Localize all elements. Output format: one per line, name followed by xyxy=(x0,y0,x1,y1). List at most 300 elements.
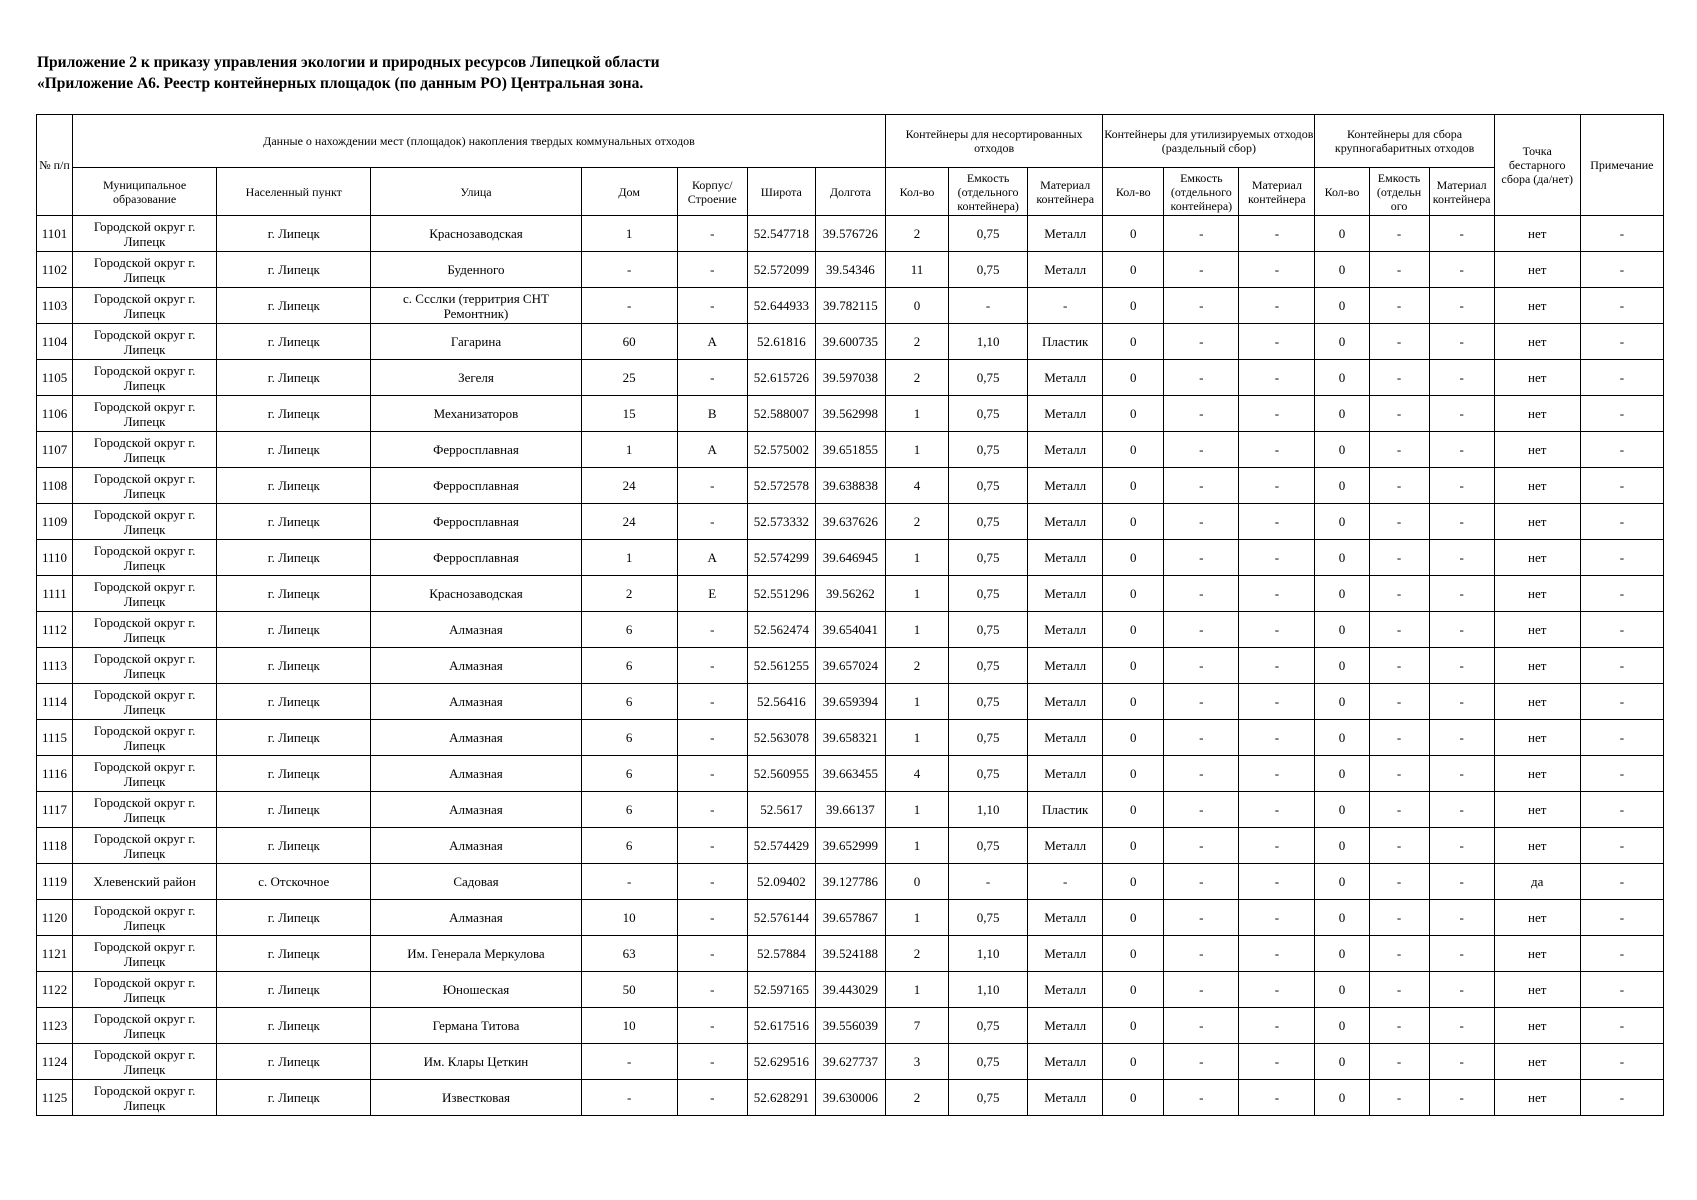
cell-unsorted-capacity: 0,75 xyxy=(949,216,1028,252)
cell-row-num: 1124 xyxy=(37,1044,73,1080)
cell-recyclable-count: 0 xyxy=(1103,576,1164,612)
cell-note: - xyxy=(1580,360,1663,396)
cell-unsorted-material: - xyxy=(1028,864,1103,900)
cell-street: Зегеля xyxy=(371,360,581,396)
cell-note: - xyxy=(1580,252,1663,288)
cell-unsorted-capacity: 0,75 xyxy=(949,756,1028,792)
cell-lat: 52.597165 xyxy=(747,972,815,1008)
cell-bulky-material: - xyxy=(1429,1044,1494,1080)
cell-bulky-capacity: - xyxy=(1369,468,1429,504)
cell-recyclable-count: 0 xyxy=(1103,720,1164,756)
cell-building: - xyxy=(677,612,747,648)
cell-note: - xyxy=(1580,468,1663,504)
cell-unsorted-count: 4 xyxy=(885,468,948,504)
header-lat: Широта xyxy=(747,168,815,216)
cell-lat: 52.644933 xyxy=(747,288,815,324)
cell-bulky-count: 0 xyxy=(1315,936,1369,972)
header-recyclable-group: Контейнеры для утилизируемых отходов (раздельный сбор) xyxy=(1103,115,1315,168)
cell-settlement: г. Липецк xyxy=(217,936,371,972)
cell-unsorted-material: Металл xyxy=(1028,648,1103,684)
header-building: Корпус/ Строение xyxy=(677,168,747,216)
cell-street: Краснозаводская xyxy=(371,576,581,612)
cell-lon: 39.782115 xyxy=(815,288,885,324)
cell-settlement: г. Липецк xyxy=(217,972,371,1008)
table-row xyxy=(37,648,1664,684)
cell-building: - xyxy=(677,792,747,828)
cell-settlement: г. Липецк xyxy=(217,1080,371,1116)
cell-note: - xyxy=(1580,900,1663,936)
cell-bulky-count: 0 xyxy=(1315,828,1369,864)
cell-bulky-material: - xyxy=(1429,252,1494,288)
cell-settlement: г. Липецк xyxy=(217,504,371,540)
table-row xyxy=(37,504,1664,540)
cell-bulky-capacity: - xyxy=(1369,792,1429,828)
cell-recyclable-capacity: - xyxy=(1164,864,1239,900)
cell-municipality: Городской округ г. Липецк xyxy=(73,792,217,828)
cell-recyclable-material: - xyxy=(1239,324,1315,360)
cell-building: - xyxy=(677,216,747,252)
cell-row-num: 1108 xyxy=(37,468,73,504)
cell-building: - xyxy=(677,1080,747,1116)
cell-row-num: 1102 xyxy=(37,252,73,288)
cell-lon: 39.56262 xyxy=(815,576,885,612)
cell-settlement: г. Липецк xyxy=(217,720,371,756)
cell-bulky-capacity: - xyxy=(1369,1044,1429,1080)
cell-bagless: нет xyxy=(1494,900,1580,936)
cell-bagless: нет xyxy=(1494,684,1580,720)
cell-recyclable-count: 0 xyxy=(1103,828,1164,864)
cell-municipality: Городской округ г. Липецк xyxy=(73,648,217,684)
cell-unsorted-count: 4 xyxy=(885,756,948,792)
cell-recyclable-capacity: - xyxy=(1164,396,1239,432)
cell-building: - xyxy=(677,252,747,288)
cell-recyclable-count: 0 xyxy=(1103,1008,1164,1044)
cell-lon: 39.127786 xyxy=(815,864,885,900)
cell-recyclable-count: 0 xyxy=(1103,396,1164,432)
cell-bulky-material: - xyxy=(1429,648,1494,684)
cell-bulky-material: - xyxy=(1429,360,1494,396)
cell-settlement: г. Липецк xyxy=(217,828,371,864)
cell-recyclable-count: 0 xyxy=(1103,1080,1164,1116)
cell-building: - xyxy=(677,936,747,972)
table-row xyxy=(37,756,1664,792)
cell-bulky-material: - xyxy=(1429,504,1494,540)
cell-bulky-capacity: - xyxy=(1369,216,1429,252)
cell-recyclable-capacity: - xyxy=(1164,936,1239,972)
cell-unsorted-capacity: 0,75 xyxy=(949,396,1028,432)
cell-row-num: 1109 xyxy=(37,504,73,540)
cell-municipality: Городской округ г. Липецк xyxy=(73,972,217,1008)
cell-bulky-capacity: - xyxy=(1369,756,1429,792)
cell-bulky-count: 0 xyxy=(1315,720,1369,756)
cell-row-num: 1105 xyxy=(37,360,73,396)
cell-row-num: 1123 xyxy=(37,1008,73,1044)
cell-lon: 39.556039 xyxy=(815,1008,885,1044)
cell-settlement: г. Липецк xyxy=(217,432,371,468)
cell-bulky-capacity: - xyxy=(1369,1008,1429,1044)
cell-bagless: нет xyxy=(1494,612,1580,648)
cell-municipality: Городской округ г. Липецк xyxy=(73,1008,217,1044)
cell-recyclable-capacity: - xyxy=(1164,1080,1239,1116)
cell-bulky-count: 0 xyxy=(1315,216,1369,252)
cell-row-num: 1106 xyxy=(37,396,73,432)
header-recyclable-capacity: Емкость (отдельного контейнера) xyxy=(1164,168,1239,216)
cell-bagless: нет xyxy=(1494,972,1580,1008)
cell-bulky-material: - xyxy=(1429,216,1494,252)
cell-municipality: Городской округ г. Липецк xyxy=(73,288,217,324)
cell-bulky-material: - xyxy=(1429,864,1494,900)
cell-recyclable-capacity: - xyxy=(1164,720,1239,756)
table-row xyxy=(37,576,1664,612)
cell-lat: 52.574299 xyxy=(747,540,815,576)
cell-recyclable-material: - xyxy=(1239,828,1315,864)
cell-bulky-count: 0 xyxy=(1315,648,1369,684)
cell-bulky-count: 0 xyxy=(1315,684,1369,720)
cell-municipality: Городской округ г. Липецк xyxy=(73,432,217,468)
cell-unsorted-capacity: 0,75 xyxy=(949,432,1028,468)
cell-street: Ферросплавная xyxy=(371,432,581,468)
cell-house: - xyxy=(581,288,677,324)
cell-note: - xyxy=(1580,864,1663,900)
cell-recyclable-count: 0 xyxy=(1103,756,1164,792)
cell-municipality: Городской округ г. Липецк xyxy=(73,936,217,972)
cell-row-num: 1112 xyxy=(37,612,73,648)
table-row xyxy=(37,288,1664,324)
cell-lat: 52.629516 xyxy=(747,1044,815,1080)
cell-unsorted-count: 1 xyxy=(885,540,948,576)
cell-bulky-material: - xyxy=(1429,792,1494,828)
cell-unsorted-material: Пластик xyxy=(1028,792,1103,828)
cell-municipality: Городской округ г. Липецк xyxy=(73,396,217,432)
cell-lat: 52.547718 xyxy=(747,216,815,252)
cell-bagless: нет xyxy=(1494,792,1580,828)
cell-unsorted-count: 1 xyxy=(885,828,948,864)
cell-unsorted-count: 2 xyxy=(885,648,948,684)
cell-bagless: нет xyxy=(1494,1008,1580,1044)
table-row xyxy=(37,216,1664,252)
table-row xyxy=(37,792,1664,828)
cell-street: Алмазная xyxy=(371,792,581,828)
cell-row-num: 1104 xyxy=(37,324,73,360)
cell-note: - xyxy=(1580,648,1663,684)
cell-settlement: с. Отскочное xyxy=(217,864,371,900)
cell-lat: 52.574429 xyxy=(747,828,815,864)
cell-recyclable-capacity: - xyxy=(1164,1008,1239,1044)
cell-bulky-count: 0 xyxy=(1315,540,1369,576)
cell-municipality: Городской округ г. Липецк xyxy=(73,900,217,936)
cell-settlement: г. Липецк xyxy=(217,540,371,576)
cell-lon: 39.524188 xyxy=(815,936,885,972)
cell-note: - xyxy=(1580,216,1663,252)
cell-lat: 52.551296 xyxy=(747,576,815,612)
cell-unsorted-capacity: 1,10 xyxy=(949,792,1028,828)
cell-bulky-count: 0 xyxy=(1315,252,1369,288)
cell-recyclable-capacity: - xyxy=(1164,324,1239,360)
cell-note: - xyxy=(1580,792,1663,828)
cell-municipality: Городской округ г. Липецк xyxy=(73,828,217,864)
cell-recyclable-count: 0 xyxy=(1103,612,1164,648)
cell-municipality: Городской округ г. Липецк xyxy=(73,1044,217,1080)
cell-settlement: г. Липецк xyxy=(217,756,371,792)
cell-bulky-capacity: - xyxy=(1369,720,1429,756)
header-unsorted-group: Контейнеры для несортированных отходов xyxy=(885,115,1102,168)
cell-row-num: 1115 xyxy=(37,720,73,756)
cell-municipality: Городской округ г. Липецк xyxy=(73,216,217,252)
cell-recyclable-material: - xyxy=(1239,1044,1315,1080)
cell-bulky-material: - xyxy=(1429,720,1494,756)
cell-unsorted-count: 1 xyxy=(885,792,948,828)
cell-row-num: 1103 xyxy=(37,288,73,324)
cell-unsorted-capacity: 1,10 xyxy=(949,972,1028,1008)
cell-house: 6 xyxy=(581,720,677,756)
cell-bulky-capacity: - xyxy=(1369,900,1429,936)
cell-recyclable-material: - xyxy=(1239,612,1315,648)
cell-lat: 52.561255 xyxy=(747,648,815,684)
cell-house: 2 xyxy=(581,576,677,612)
cell-note: - xyxy=(1580,972,1663,1008)
cell-lat: 52.560955 xyxy=(747,756,815,792)
cell-recyclable-capacity: - xyxy=(1164,216,1239,252)
cell-unsorted-capacity: 1,10 xyxy=(949,324,1028,360)
cell-unsorted-material: Металл xyxy=(1028,252,1103,288)
cell-house: 24 xyxy=(581,504,677,540)
cell-bulky-capacity: - xyxy=(1369,864,1429,900)
cell-bulky-count: 0 xyxy=(1315,288,1369,324)
cell-row-num: 1110 xyxy=(37,540,73,576)
cell-unsorted-material: Металл xyxy=(1028,360,1103,396)
cell-unsorted-capacity: 1,10 xyxy=(949,936,1028,972)
cell-building: - xyxy=(677,864,747,900)
cell-recyclable-material: - xyxy=(1239,972,1315,1008)
cell-recyclable-count: 0 xyxy=(1103,252,1164,288)
cell-lat: 52.576144 xyxy=(747,900,815,936)
cell-unsorted-count: 0 xyxy=(885,288,948,324)
cell-bulky-material: - xyxy=(1429,324,1494,360)
cell-note: - xyxy=(1580,432,1663,468)
cell-bulky-capacity: - xyxy=(1369,288,1429,324)
cell-building: - xyxy=(677,1044,747,1080)
cell-note: - xyxy=(1580,936,1663,972)
cell-bagless: нет xyxy=(1494,432,1580,468)
cell-unsorted-capacity: 0,75 xyxy=(949,1044,1028,1080)
cell-lat: 52.572578 xyxy=(747,468,815,504)
cell-municipality: Городской округ г. Липецк xyxy=(73,684,217,720)
cell-recyclable-count: 0 xyxy=(1103,792,1164,828)
cell-recyclable-material: - xyxy=(1239,756,1315,792)
cell-recyclable-count: 0 xyxy=(1103,504,1164,540)
container-sites-registry-table xyxy=(36,114,1664,1116)
cell-house: 24 xyxy=(581,468,677,504)
cell-bagless: да xyxy=(1494,864,1580,900)
cell-house: - xyxy=(581,1044,677,1080)
cell-house: 50 xyxy=(581,972,677,1008)
cell-lon: 39.630006 xyxy=(815,1080,885,1116)
cell-bulky-count: 0 xyxy=(1315,900,1369,936)
header-unsorted-material: Материал контейнера xyxy=(1028,168,1103,216)
cell-street: с. Ссслки (территрия СНТ Ремонтник) xyxy=(371,288,581,324)
cell-settlement: г. Липецк xyxy=(217,252,371,288)
cell-lon: 39.651855 xyxy=(815,432,885,468)
cell-bulky-count: 0 xyxy=(1315,324,1369,360)
cell-note: - xyxy=(1580,1008,1663,1044)
cell-unsorted-capacity: - xyxy=(949,288,1028,324)
cell-bulky-count: 0 xyxy=(1315,576,1369,612)
header-settlement: Населенный пункт xyxy=(217,168,371,216)
cell-bulky-capacity: - xyxy=(1369,504,1429,540)
cell-note: - xyxy=(1580,720,1663,756)
cell-note: - xyxy=(1580,288,1663,324)
cell-unsorted-count: 2 xyxy=(885,1080,948,1116)
cell-house: 6 xyxy=(581,684,677,720)
cell-recyclable-count: 0 xyxy=(1103,432,1164,468)
cell-house: - xyxy=(581,864,677,900)
cell-building: - xyxy=(677,360,747,396)
cell-recyclable-capacity: - xyxy=(1164,468,1239,504)
cell-bagless: нет xyxy=(1494,360,1580,396)
cell-recyclable-material: - xyxy=(1239,936,1315,972)
cell-row-num: 1114 xyxy=(37,684,73,720)
cell-row-num: 1125 xyxy=(37,1080,73,1116)
cell-unsorted-material: - xyxy=(1028,288,1103,324)
cell-lat: 52.57884 xyxy=(747,936,815,972)
document-title-line-1: Приложение 2 к приказу управления экологии и природных ресурсов Липецкой области xyxy=(37,54,660,71)
cell-bulky-material: - xyxy=(1429,972,1494,1008)
cell-note: - xyxy=(1580,612,1663,648)
cell-building: - xyxy=(677,828,747,864)
cell-street: Ферросплавная xyxy=(371,468,581,504)
table-row xyxy=(37,936,1664,972)
cell-building: - xyxy=(677,756,747,792)
cell-recyclable-capacity: - xyxy=(1164,540,1239,576)
cell-municipality: Городской округ г. Липецк xyxy=(73,1080,217,1116)
cell-bulky-capacity: - xyxy=(1369,252,1429,288)
cell-bulky-material: - xyxy=(1429,432,1494,468)
cell-house: 6 xyxy=(581,648,677,684)
cell-municipality: Городской округ г. Липецк xyxy=(73,252,217,288)
cell-bagless: нет xyxy=(1494,720,1580,756)
cell-unsorted-material: Металл xyxy=(1028,828,1103,864)
cell-street: Ферросплавная xyxy=(371,504,581,540)
cell-recyclable-count: 0 xyxy=(1103,468,1164,504)
cell-house: 1 xyxy=(581,540,677,576)
cell-unsorted-material: Металл xyxy=(1028,396,1103,432)
cell-bulky-capacity: - xyxy=(1369,432,1429,468)
cell-bagless: нет xyxy=(1494,1044,1580,1080)
cell-recyclable-material: - xyxy=(1239,792,1315,828)
table-row xyxy=(37,324,1664,360)
cell-street: Алмазная xyxy=(371,756,581,792)
header-note: Примечание xyxy=(1580,115,1663,216)
cell-bulky-count: 0 xyxy=(1315,360,1369,396)
cell-bulky-capacity: - xyxy=(1369,324,1429,360)
cell-recyclable-material: - xyxy=(1239,432,1315,468)
cell-bulky-capacity: - xyxy=(1369,972,1429,1008)
cell-lon: 39.663455 xyxy=(815,756,885,792)
cell-street: Садовая xyxy=(371,864,581,900)
cell-unsorted-capacity: 0,75 xyxy=(949,684,1028,720)
header-bulky-material: Материал контейнера xyxy=(1429,168,1494,216)
cell-bulky-material: - xyxy=(1429,468,1494,504)
cell-lon: 39.652999 xyxy=(815,828,885,864)
cell-unsorted-capacity: 0,75 xyxy=(949,504,1028,540)
cell-unsorted-material: Металл xyxy=(1028,1008,1103,1044)
cell-unsorted-material: Металл xyxy=(1028,900,1103,936)
cell-recyclable-material: - xyxy=(1239,648,1315,684)
cell-settlement: г. Липецк xyxy=(217,324,371,360)
header-num: № п/п xyxy=(37,115,73,216)
cell-bagless: нет xyxy=(1494,288,1580,324)
cell-house: 6 xyxy=(581,792,677,828)
cell-bulky-material: - xyxy=(1429,684,1494,720)
cell-bulky-capacity: - xyxy=(1369,612,1429,648)
cell-bagless: нет xyxy=(1494,324,1580,360)
cell-recyclable-material: - xyxy=(1239,504,1315,540)
header-recyclable-count: Кол-во xyxy=(1103,168,1164,216)
cell-house: 60 xyxy=(581,324,677,360)
cell-note: - xyxy=(1580,540,1663,576)
cell-unsorted-capacity: 0,75 xyxy=(949,648,1028,684)
cell-street: Германа Титова xyxy=(371,1008,581,1044)
cell-unsorted-count: 0 xyxy=(885,864,948,900)
cell-building: В xyxy=(677,396,747,432)
cell-bulky-capacity: - xyxy=(1369,648,1429,684)
cell-unsorted-capacity: 0,75 xyxy=(949,468,1028,504)
cell-row-num: 1122 xyxy=(37,972,73,1008)
cell-building: А xyxy=(677,540,747,576)
header-bulky-capacity: Емкость (отдельн ого xyxy=(1369,168,1429,216)
cell-unsorted-material: Металл xyxy=(1028,504,1103,540)
cell-building: - xyxy=(677,972,747,1008)
cell-recyclable-count: 0 xyxy=(1103,288,1164,324)
cell-unsorted-capacity: 0,75 xyxy=(949,576,1028,612)
cell-settlement: г. Липецк xyxy=(217,1008,371,1044)
cell-unsorted-material: Металл xyxy=(1028,720,1103,756)
cell-house: 6 xyxy=(581,756,677,792)
cell-house: 10 xyxy=(581,1008,677,1044)
cell-lat: 52.575002 xyxy=(747,432,815,468)
header-house: Дом xyxy=(581,168,677,216)
header-location-group: Данные о нахождении мест (площадок) накопления твердых коммунальных отходов xyxy=(73,115,886,168)
cell-unsorted-material: Металл xyxy=(1028,612,1103,648)
cell-recyclable-count: 0 xyxy=(1103,936,1164,972)
cell-note: - xyxy=(1580,1044,1663,1080)
cell-bulky-material: - xyxy=(1429,576,1494,612)
cell-unsorted-count: 2 xyxy=(885,324,948,360)
cell-municipality: Городской округ г. Липецк xyxy=(73,360,217,396)
cell-settlement: г. Липецк xyxy=(217,576,371,612)
cell-recyclable-capacity: - xyxy=(1164,288,1239,324)
cell-unsorted-capacity: 0,75 xyxy=(949,1080,1028,1116)
cell-lon: 39.576726 xyxy=(815,216,885,252)
cell-recyclable-capacity: - xyxy=(1164,828,1239,864)
header-lon: Долгота xyxy=(815,168,885,216)
cell-lon: 39.658321 xyxy=(815,720,885,756)
cell-building: - xyxy=(677,468,747,504)
cell-unsorted-material: Металл xyxy=(1028,684,1103,720)
header-municipality: Муниципальное образование xyxy=(73,168,217,216)
cell-unsorted-count: 1 xyxy=(885,684,948,720)
cell-lat: 52.588007 xyxy=(747,396,815,432)
table-row xyxy=(37,864,1664,900)
cell-unsorted-material: Металл xyxy=(1028,576,1103,612)
cell-bagless: нет xyxy=(1494,504,1580,540)
cell-bulky-material: - xyxy=(1429,900,1494,936)
cell-row-num: 1119 xyxy=(37,864,73,900)
cell-building: - xyxy=(677,684,747,720)
cell-municipality: Хлевенский район xyxy=(73,864,217,900)
cell-lat: 52.56416 xyxy=(747,684,815,720)
cell-recyclable-material: - xyxy=(1239,1008,1315,1044)
